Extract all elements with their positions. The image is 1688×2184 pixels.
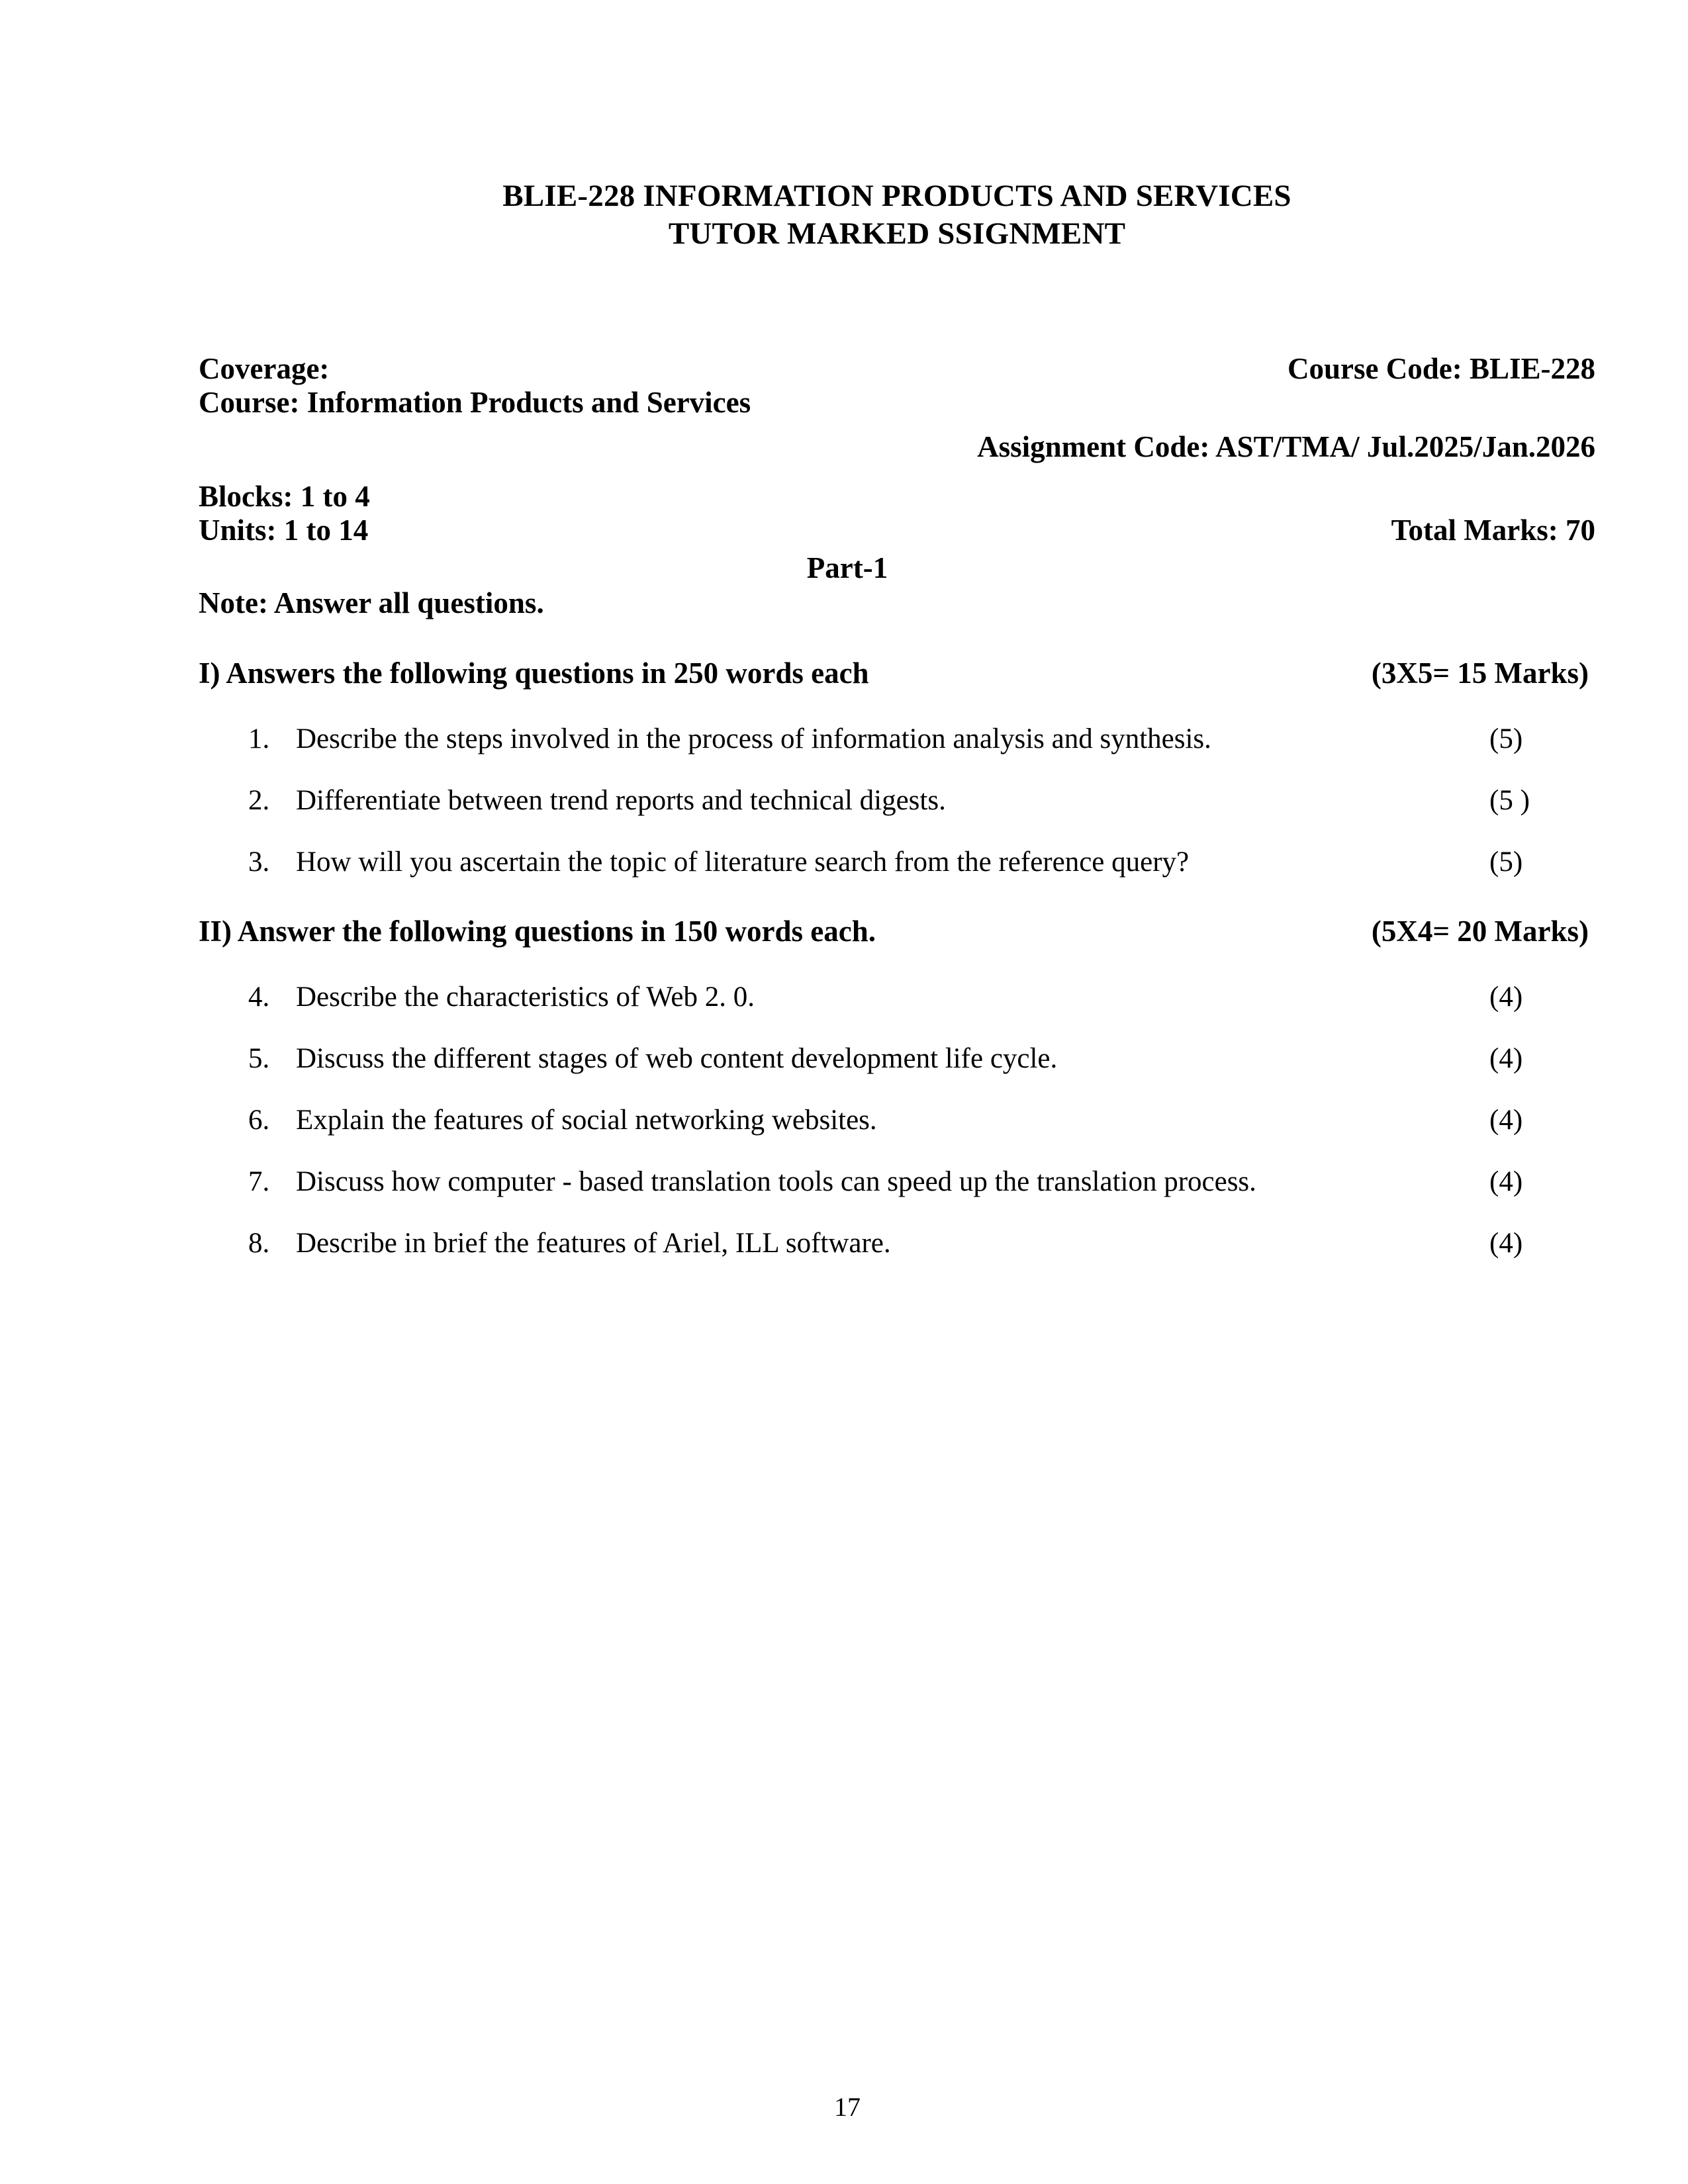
meta-row-coverage — [199, 351, 1595, 385]
section-1-title: I) Answers the following questions in 250 words each — [199, 656, 869, 690]
list-item — [199, 1167, 1595, 1196]
question-text: Describe the characteristics of Web 2. 0. — [296, 981, 755, 1013]
course-code-value: Course Code: BLIE-228 — [1287, 351, 1595, 385]
list-item — [199, 725, 1595, 753]
title-line-1: BLIE-228 INFORMATION PRODUCTS AND SERVICES — [502, 179, 1291, 213]
question-marks: (5 ) — [1489, 784, 1530, 816]
question-list-1 — [199, 725, 1595, 876]
question-number: 1. — [248, 723, 270, 754]
total-marks-value: Total Marks: 70 — [1391, 513, 1595, 547]
list-item — [199, 786, 1595, 815]
coverage-label: Coverage: — [199, 351, 330, 385]
question-number: 2. — [248, 784, 270, 816]
note-label: Note: Answer all questions. — [199, 586, 544, 619]
page-number: 17 — [834, 2092, 861, 2122]
question-marks: (5) — [1489, 846, 1523, 878]
question-number: 5. — [248, 1042, 270, 1074]
blocks-value: Blocks: 1 to 4 — [199, 479, 370, 513]
question-number: 3. — [248, 846, 270, 878]
meta-row-units — [199, 513, 1595, 547]
title-line-2: TUTOR MARKED SSIGNMENT — [668, 216, 1126, 251]
section-2-title: II) Answer the following questions in 150 words each. — [199, 914, 876, 948]
section-1-marks: (3X5= 15 Marks) — [1371, 656, 1589, 690]
list-item — [199, 848, 1595, 876]
list-item — [199, 1044, 1595, 1073]
question-list-2 — [199, 983, 1595, 1257]
list-item — [199, 983, 1595, 1011]
part-label: Part-1 — [806, 551, 888, 584]
units-value: Units: 1 to 14 — [199, 513, 369, 547]
question-marks: (4) — [1489, 1042, 1523, 1074]
question-text: Discuss the different stages of web content development life cycle. — [296, 1042, 1058, 1074]
question-text: Describe in brief the features of Ariel, ILL software. — [296, 1227, 891, 1259]
page-title — [199, 177, 1595, 253]
section-heading-1 — [199, 656, 1595, 690]
course-label: Course: Information Products and Services — [199, 385, 751, 419]
meta-row-course — [199, 385, 1595, 419]
page-content — [199, 0, 1595, 1257]
question-number: 8. — [248, 1227, 270, 1259]
question-number: 6. — [248, 1104, 270, 1136]
question-text: Differentiate between trend reports and technical digests. — [296, 784, 946, 816]
list-item — [199, 1106, 1595, 1134]
question-number: 7. — [248, 1165, 270, 1197]
question-text: Describe the steps involved in the process of information analysis and synthesis. — [296, 723, 1211, 754]
question-marks: (4) — [1489, 1165, 1523, 1197]
question-marks: (4) — [1489, 981, 1523, 1013]
assignment-meta — [199, 351, 1595, 619]
assignment-code-value: Assignment Code: AST/TMA/ Jul.2025/Jan.2026 — [977, 430, 1595, 463]
question-marks: (4) — [1489, 1104, 1523, 1136]
section-2-marks: (5X4= 20 Marks) — [1371, 914, 1589, 948]
question-text: Explain the features of social networking websites. — [296, 1104, 877, 1136]
question-marks: (5) — [1489, 723, 1523, 754]
question-number: 4. — [248, 981, 270, 1013]
question-text: How will you ascertain the topic of literature search from the reference query? — [296, 846, 1190, 878]
meta-row-blocks — [199, 479, 1595, 513]
list-item — [199, 1229, 1595, 1257]
section-heading-2 — [199, 914, 1595, 948]
question-marks: (4) — [1489, 1227, 1523, 1259]
question-text: Discuss how computer - based translation tools can speed up the translation process. — [296, 1165, 1256, 1197]
